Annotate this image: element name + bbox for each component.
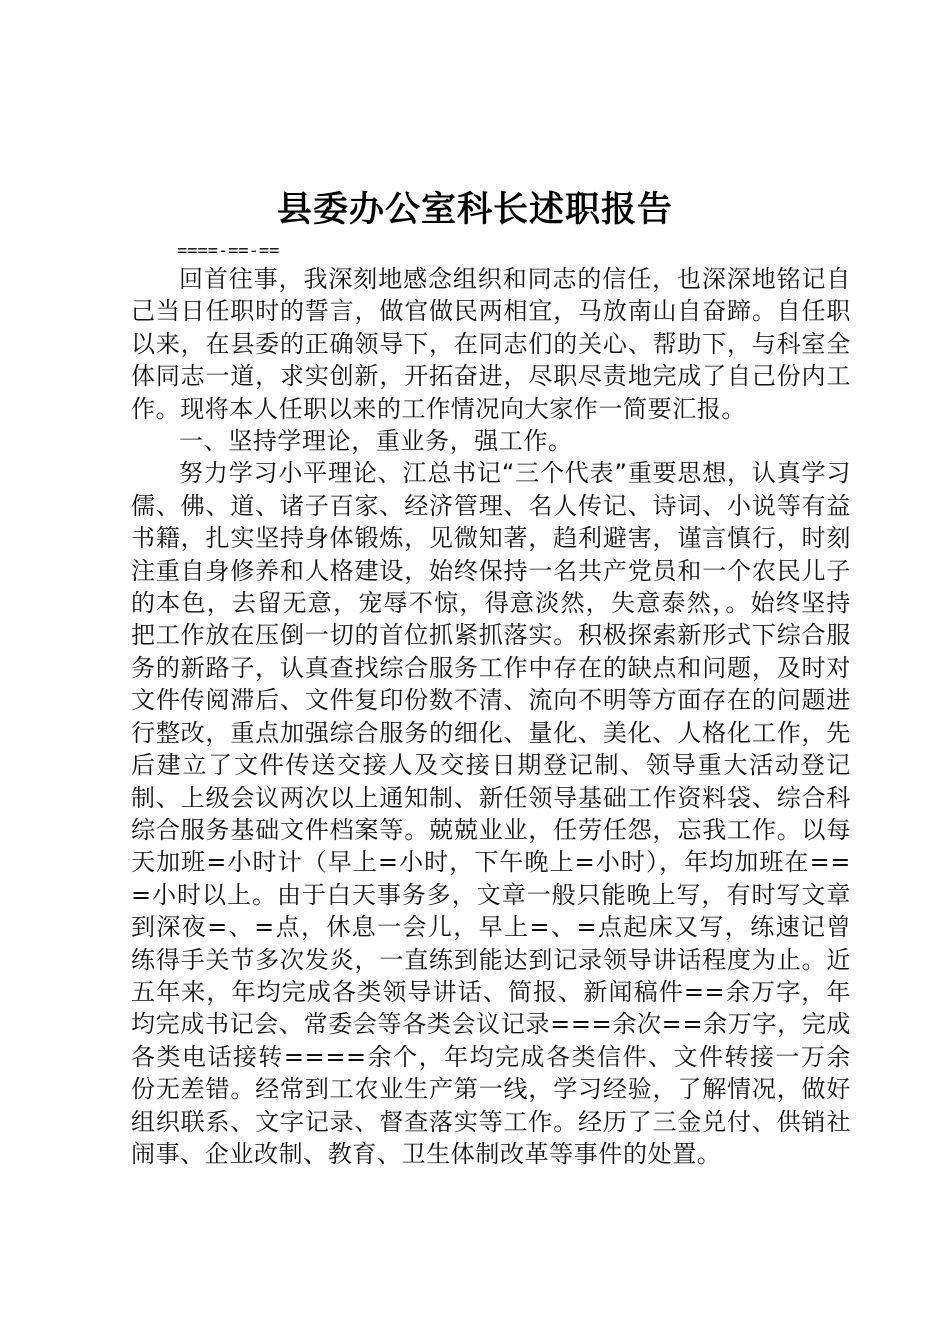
paragraph-intro: 回首往事，我深刻地感念组织和同志的信任，也深深地铭记自己当日任职时的誓言，做官做民两相宜，马放南山自奋蹄。自任职以来，在县委的正确领导下，在同志们的关心、帮助下，与科室全体同志一道，求实创新，开拓奋进，尽职尽责地完成了自己份内工作。现将本人任职以来的工作情况向大家作一简要汇报。 [131, 265, 851, 423]
paragraph-section-1: 努力学习小平理论、江总书记“三个代表”重要思想，认真学习儒、佛、道、诸子百家、经济管理、名人传记、诗词、小说等有益书籍，扎实坚持身体锻炼，见微知著，趋利避害，谨言慎行，时刻注重自身修养和人格建设，始终保持一名共产党员和一个农民儿子的本色，去留无意，宠辱不惊，得意淡然，失意泰然，。始终坚持把工作放在压倒一切的首位抓紧抓落实。积极探索新形式下综合服务的新路子，认真查找综合服务工作中存在的缺点和问题，及时对文件传阅滞后、文件复印份数不清、流向不明等方面存在的问题进行整改，重点加强综合服务的细化、量化、美化、人格化工作，先后建立了文件传送交接人及交接日期登记制、领导重大活动登记制、上级会议两次以上通知制、新任领导基础工作资料袋、综合科综合服务基础文件档案等。兢兢业业，任劳任怨，忘我工作。以每天加班=小时计（早上=小时，下午晚上=小时），年均加班在===小时以上。由于白天事务多，文章一般只能晚上写，有时写文章到深夜=、=点，休息一会儿，早上=、=点起床又写，练速记曾练得手关节多次发炎，一直练到能达到记录领导讲话程度为止。近五年来，年均完成各类领导讲话、简报、新闻稿件==余万字，年均完成书记会、常委会等各类会议记录===余次==余万字，完成各类电话接转====余个，年均完成各类信件、文件转接一万余份无差错。经常到工农业生产第一线，学习经验，了解情况，做好组织联系、文字记录、督查落实等工作。经历了三金兑付、供销社闹事、企业改制、教育、卫生体制改革等事件的处置。 [131, 459, 851, 1168]
document-title: 县委办公室科长述职报告 [276, 189, 673, 230]
document-body [131, 263, 851, 1170]
section-heading-1: 一、坚持学理论，重业务，强工作。 [179, 427, 573, 456]
date-line: ====-==-== [177, 241, 280, 261]
